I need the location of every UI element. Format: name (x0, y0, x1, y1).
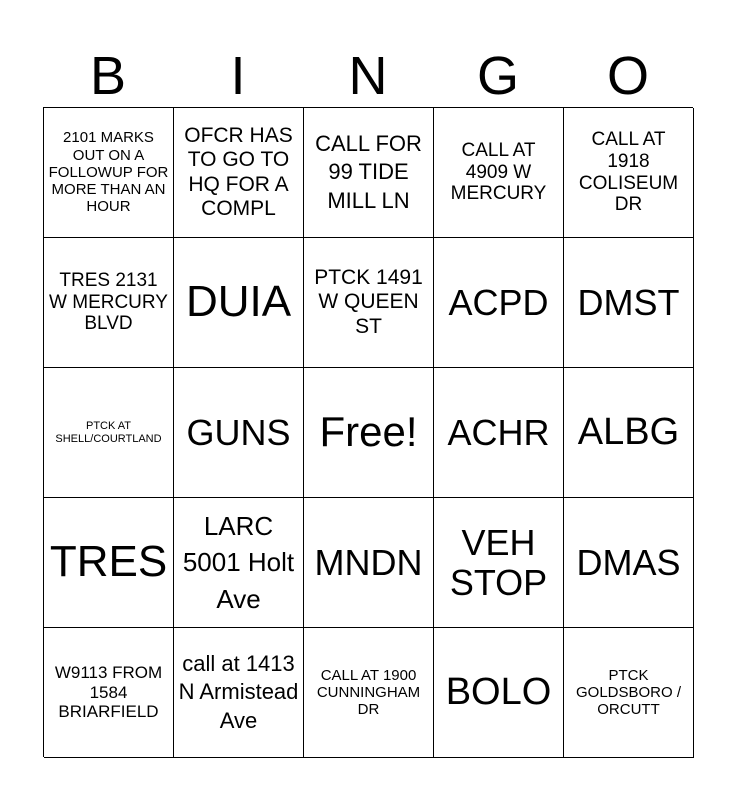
header-letter-n: N (348, 46, 388, 106)
header-letter-i: I (230, 46, 246, 106)
bingo-cell[interactable]: BOLO (434, 628, 564, 758)
free-space-cell[interactable]: Free! (304, 368, 434, 498)
bingo-cell[interactable]: TRES (44, 498, 174, 628)
bingo-cell[interactable]: VEH STOP (434, 498, 564, 628)
bingo-board (43, 107, 693, 757)
bingo-cell[interactable]: call at 1413 N Armistead Ave (174, 628, 304, 758)
bingo-header (43, 44, 693, 108)
bingo-cell[interactable]: CALL FOR 99 TIDE MILL LN (304, 108, 434, 238)
bingo-cell[interactable]: TRES 2131 W MERCURY BLVD (44, 238, 174, 368)
bingo-cell[interactable]: GUNS (174, 368, 304, 498)
bingo-cell[interactable]: PTCK 1491 W QUEEN ST (304, 238, 434, 368)
bingo-cell[interactable]: DMAS (564, 498, 694, 628)
bingo-cell[interactable]: W9113 FROM 1584 BRIARFIELD (44, 628, 174, 758)
header-letter-o: O (606, 46, 649, 106)
bingo-cell[interactable]: ACPD (434, 238, 564, 368)
bingo-cell[interactable]: ALBG (564, 368, 694, 498)
bingo-cell[interactable]: CALL AT 4909 W MERCURY (434, 108, 564, 238)
bingo-cell[interactable]: CALL AT 1918 COLISEUM DR (564, 108, 694, 238)
bingo-cell[interactable]: PTCK AT SHELL/COURTLAND (44, 368, 174, 498)
bingo-cell[interactable]: OFCR HAS TO GO TO HQ FOR A COMPL (174, 108, 304, 238)
bingo-cell[interactable]: DUIA (174, 238, 304, 368)
header-letter-g: G (476, 46, 519, 106)
bingo-cell[interactable]: LARC 5001 Holt Ave (174, 498, 304, 628)
bingo-cell[interactable]: ACHR (434, 368, 564, 498)
bingo-cell[interactable]: CALL AT 1900 CUNNINGHAM DR (304, 628, 434, 758)
header-letter-b: B (89, 46, 127, 106)
bingo-cell[interactable]: 2101 MARKS OUT ON A FOLLOWUP FOR MORE THAN AN HOUR (44, 108, 174, 238)
bingo-cell[interactable]: DMST (564, 238, 694, 368)
bingo-cell[interactable]: MNDN (304, 498, 434, 628)
bingo-cell[interactable]: PTCK GOLDSBORO / ORCUTT (564, 628, 694, 758)
